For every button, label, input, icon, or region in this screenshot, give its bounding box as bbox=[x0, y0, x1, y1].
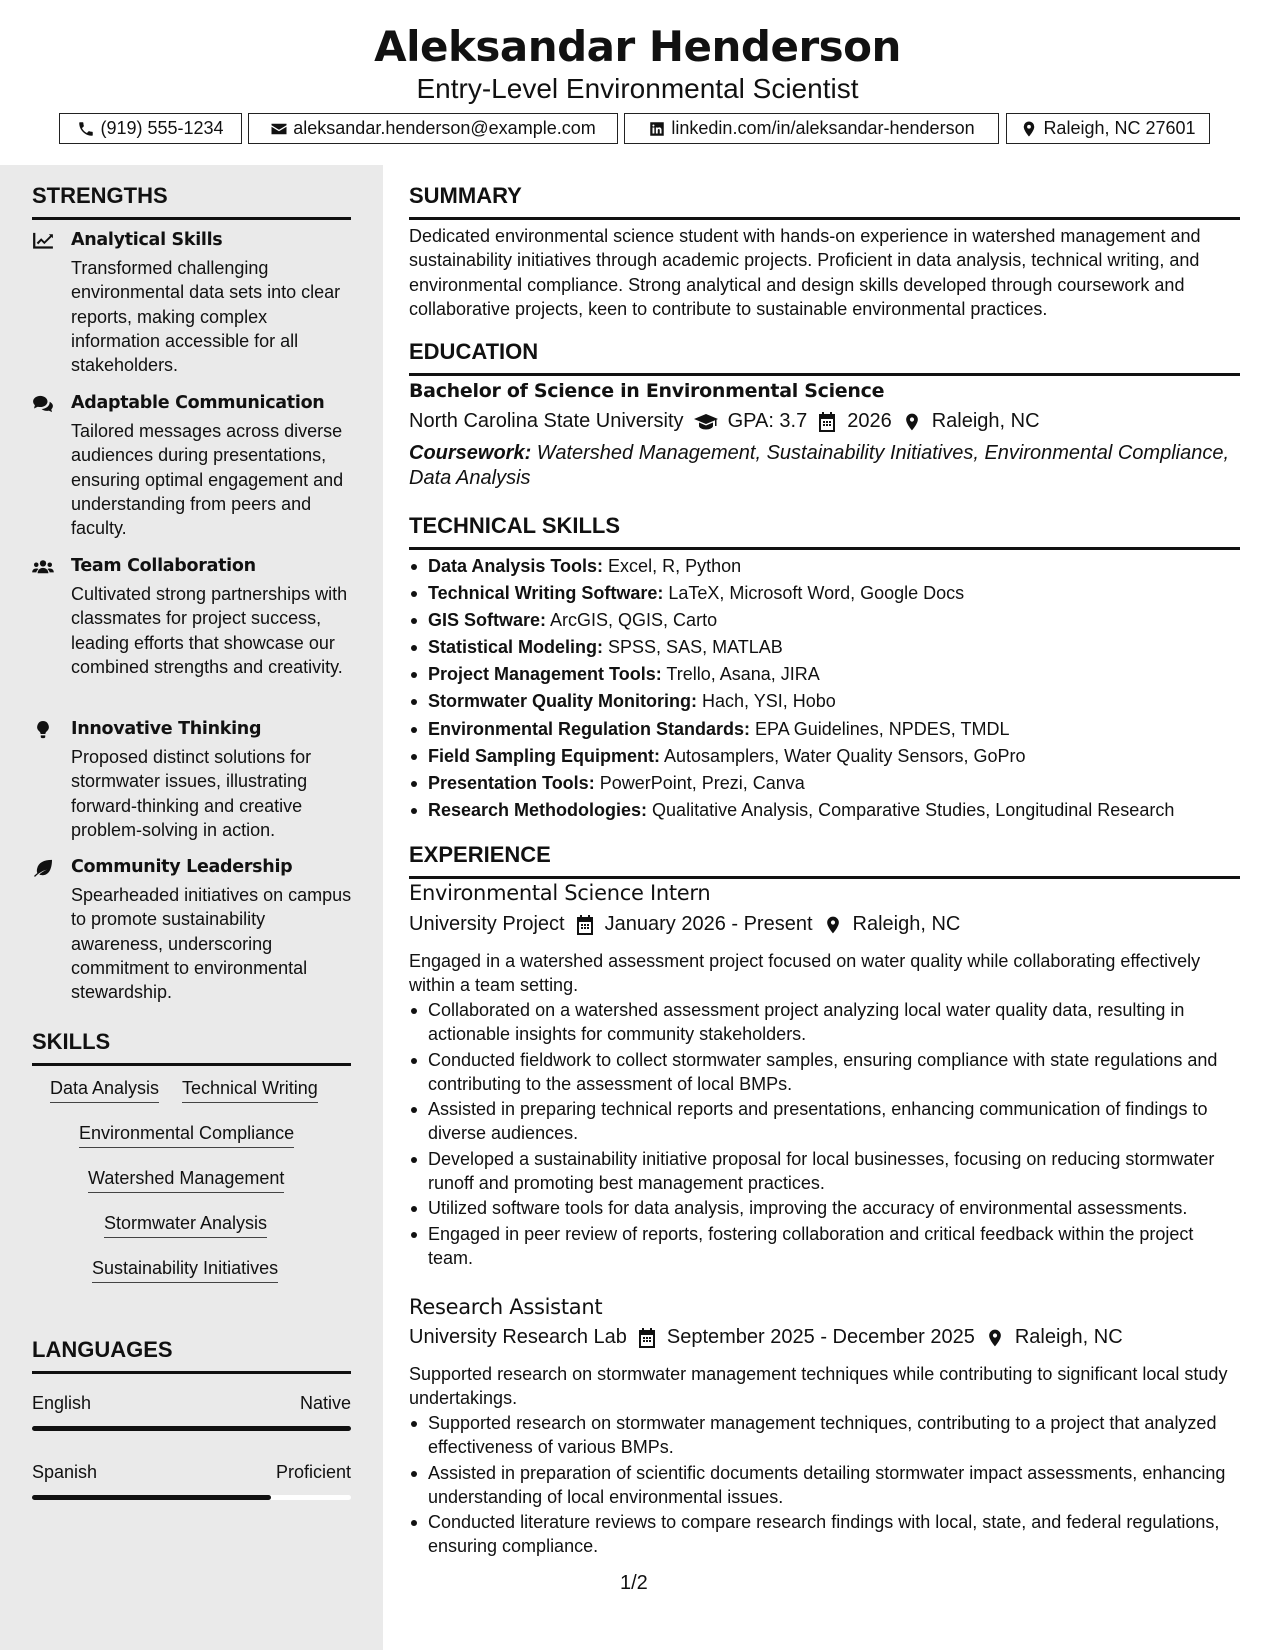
skill-tag: Technical Writing bbox=[182, 1078, 318, 1103]
list-item: Presentation Tools: PowerPoint, Prezi, Canva bbox=[409, 771, 1240, 795]
leaf-icon bbox=[32, 859, 54, 879]
contact-linkedin[interactable] bbox=[624, 113, 999, 144]
calendar-icon bbox=[817, 412, 837, 432]
strengths-heading: STRENGTHS bbox=[32, 183, 351, 220]
list-item: Utilized software tools for data analysis, improving the accuracy of environmental assessments. bbox=[409, 1196, 1240, 1220]
section-divider bbox=[409, 547, 1240, 550]
list-item: GIS Software: ArcGIS, QGIS, Carto bbox=[409, 608, 1240, 632]
education-heading: EDUCATION bbox=[409, 339, 1240, 376]
list-item: Supported research on stormwater management techniques, contributing to a project that analyzed effectiveness of various BMPs. bbox=[409, 1411, 1240, 1460]
phone-text: (919) 555-1234 bbox=[100, 118, 224, 138]
job-title: Environmental Science Intern bbox=[409, 881, 711, 905]
language-item bbox=[32, 1462, 351, 1500]
technical-skills-list bbox=[409, 554, 1240, 825]
contact-location bbox=[1006, 113, 1210, 144]
map-marker-icon bbox=[1020, 120, 1038, 138]
list-item: Environmental Regulation Standards: EPA Guidelines, NPDES, TMDL bbox=[409, 717, 1240, 741]
strength-item: Adaptable Communication Tailored messages across diverse audiences during presentations, ensuring optimal engagement and understanding from peers and faculty. bbox=[32, 393, 352, 533]
coursework-list: Watershed Management, Sustainability Initiatives, Environmental Compliance, Data Analysis bbox=[409, 442, 1230, 489]
candidate-name: Aleksandar Henderson bbox=[374, 22, 901, 71]
contact-phone[interactable] bbox=[59, 113, 242, 144]
users-icon bbox=[32, 558, 54, 578]
section-divider bbox=[32, 1063, 351, 1066]
section-divider bbox=[32, 1371, 351, 1374]
section-divider bbox=[409, 373, 1240, 376]
list-item: Field Sampling Equipment: Autosamplers, Water Quality Sensors, GoPro bbox=[409, 744, 1240, 768]
list-item: Project Management Tools: Trello, Asana, JIRA bbox=[409, 662, 1240, 686]
comments-icon bbox=[32, 395, 54, 415]
job-org: University Project bbox=[409, 913, 565, 935]
calendar-icon bbox=[637, 1328, 657, 1348]
job-bullets bbox=[409, 1411, 1240, 1560]
contact-bar bbox=[0, 113, 1275, 144]
list-item: Collaborated on a watershed assessment project analyzing local water quality data, resulting in actionable insights for community stakeholders. bbox=[409, 998, 1240, 1047]
list-item: Technical Writing Software: LaTeX, Microsoft Word, Google Docs bbox=[409, 581, 1240, 605]
job-summary: Engaged in a watershed assessment project focused on water quality while collaborating effectively within a team setting. bbox=[409, 951, 1201, 996]
section-divider bbox=[409, 217, 1240, 220]
job-meta bbox=[409, 913, 960, 936]
proficiency-fill bbox=[32, 1426, 351, 1431]
strength-item: Community Leadership Spearheaded initiatives on campus to promote sustainability awareness, underscoring commitment to environmental stewardship. bbox=[32, 857, 352, 997]
job-dates: September 2025 - December 2025 bbox=[666, 1326, 975, 1348]
job-org: University Research Lab bbox=[409, 1326, 627, 1348]
list-item: Conducted fieldwork to collect stormwater samples, ensuring compliance with state regulations and contributing to the assessment of local BMPs. bbox=[409, 1048, 1240, 1097]
job-location: Raleigh, NC bbox=[852, 913, 961, 935]
coursework bbox=[409, 441, 1240, 491]
skills-heading: SKILLS bbox=[32, 1029, 351, 1066]
email-text: aleksandar.henderson@example.com bbox=[293, 118, 596, 138]
school-name: North Carolina State University bbox=[409, 410, 684, 432]
graduation-year: 2026 bbox=[847, 410, 892, 432]
page-number: 1/2 bbox=[620, 1572, 648, 1594]
candidate-title: Entry-Level Environmental Scientist bbox=[416, 73, 859, 104]
technical-skills-heading: TECHNICAL SKILLS bbox=[409, 513, 1240, 550]
list-item: Data Analysis Tools: Excel, R, Python bbox=[409, 554, 1240, 578]
list-item: Statistical Modeling: SPSS, SAS, MATLAB bbox=[409, 635, 1240, 659]
experience-heading: EXPERIENCE bbox=[409, 842, 1240, 879]
envelope-icon bbox=[270, 120, 288, 138]
education-meta bbox=[409, 410, 1040, 433]
strength-item: Team Collaboration Cultivated strong partnerships with classmates for project success, leading efforts that showcase our combined strengths and creativity. bbox=[32, 556, 352, 696]
strength-item: Innovative Thinking Proposed distinct solutions for stormwater issues, illustrating forward-thinking and creative problem-solving in action. bbox=[32, 719, 352, 839]
section-divider bbox=[409, 876, 1240, 879]
coursework-label: Coursework: bbox=[409, 442, 532, 464]
summary-text: Dedicated environmental science student with hands-on experience in watershed management and sustainability initiatives through academic projects. Proficient in data analysis, technical writing, and environmental compliance. Strong analytical and design skills developed through coursework and collaborative projects, keen to contribute to sustainable environmental practices. bbox=[409, 226, 1201, 319]
skill-tag: Sustainability Initiatives bbox=[92, 1258, 278, 1283]
list-item: Research Methodologies: Qualitative Analysis, Comparative Studies, Longitudinal Research bbox=[409, 798, 1240, 822]
resume-header bbox=[0, 0, 1275, 165]
list-item: Assisted in preparing technical reports and presentations, enhancing communication of findings to diverse audiences. bbox=[409, 1097, 1240, 1146]
degree-title: Bachelor of Science in Environmental Science bbox=[409, 380, 885, 402]
skill-tag: Watershed Management bbox=[88, 1168, 284, 1193]
map-marker-icon bbox=[985, 1328, 1005, 1348]
map-marker-icon bbox=[823, 915, 843, 935]
language-name: Spanish bbox=[32, 1462, 98, 1482]
proficiency-bar bbox=[32, 1495, 351, 1500]
skill-tag: Stormwater Analysis bbox=[104, 1213, 267, 1238]
job-location: Raleigh, NC bbox=[1014, 1326, 1123, 1348]
contact-email[interactable] bbox=[248, 113, 618, 144]
list-item: Engaged in peer review of reports, fostering collaboration and critical feedback within the project team. bbox=[409, 1222, 1240, 1271]
phone-icon bbox=[77, 120, 95, 138]
summary-heading: SUMMARY bbox=[409, 183, 1240, 220]
proficiency-bar bbox=[32, 1426, 351, 1431]
linkedin-text: linkedin.com/in/aleksandar-henderson bbox=[671, 118, 975, 138]
proficiency-fill bbox=[32, 1495, 271, 1500]
job-meta bbox=[409, 1326, 1123, 1349]
job-title: Research Assistant bbox=[409, 1295, 603, 1319]
graduation-cap-icon bbox=[694, 412, 718, 432]
job-dates: January 2026 - Present bbox=[604, 913, 813, 935]
skill-tag: Environmental Compliance bbox=[79, 1123, 294, 1148]
education-location: Raleigh, NC bbox=[931, 410, 1040, 432]
languages-heading: LANGUAGES bbox=[32, 1337, 351, 1374]
skill-tag: Data Analysis bbox=[50, 1078, 159, 1103]
map-marker-icon bbox=[902, 412, 922, 432]
language-item bbox=[32, 1393, 351, 1431]
language-name: English bbox=[32, 1393, 92, 1413]
job-summary: Supported research on stormwater management techniques while contributing to significant local study undertakings. bbox=[409, 1364, 1228, 1409]
gpa: GPA: 3.7 bbox=[727, 410, 808, 432]
list-item: Assisted in preparation of scientific documents detailing stormwater impact assessments, enhancing understanding of local environmental issues. bbox=[409, 1461, 1240, 1510]
list-item: Conducted literature reviews to compare research findings with local, state, and federal regulations, ensuring compliance. bbox=[409, 1510, 1240, 1559]
linkedin-icon bbox=[648, 120, 666, 138]
list-item: Developed a sustainability initiative proposal for local businesses, focusing on reducing stormwater runoff and promoting best management practices. bbox=[409, 1147, 1240, 1196]
chart-line-icon bbox=[32, 232, 54, 252]
strength-item: Analytical Skills Transformed challenging environmental data sets into clear reports, making complex information accessible for all stakeholders. bbox=[32, 230, 352, 370]
section-divider bbox=[32, 217, 351, 220]
list-item: Stormwater Quality Monitoring: Hach, YSI, Hobo bbox=[409, 689, 1240, 713]
job-bullets bbox=[409, 998, 1240, 1271]
language-level: Native bbox=[299, 1393, 351, 1413]
calendar-icon bbox=[575, 915, 595, 935]
location-text: Raleigh, NC 27601 bbox=[1043, 118, 1196, 138]
language-level: Proficient bbox=[275, 1462, 351, 1482]
lightbulb-icon bbox=[32, 721, 54, 741]
